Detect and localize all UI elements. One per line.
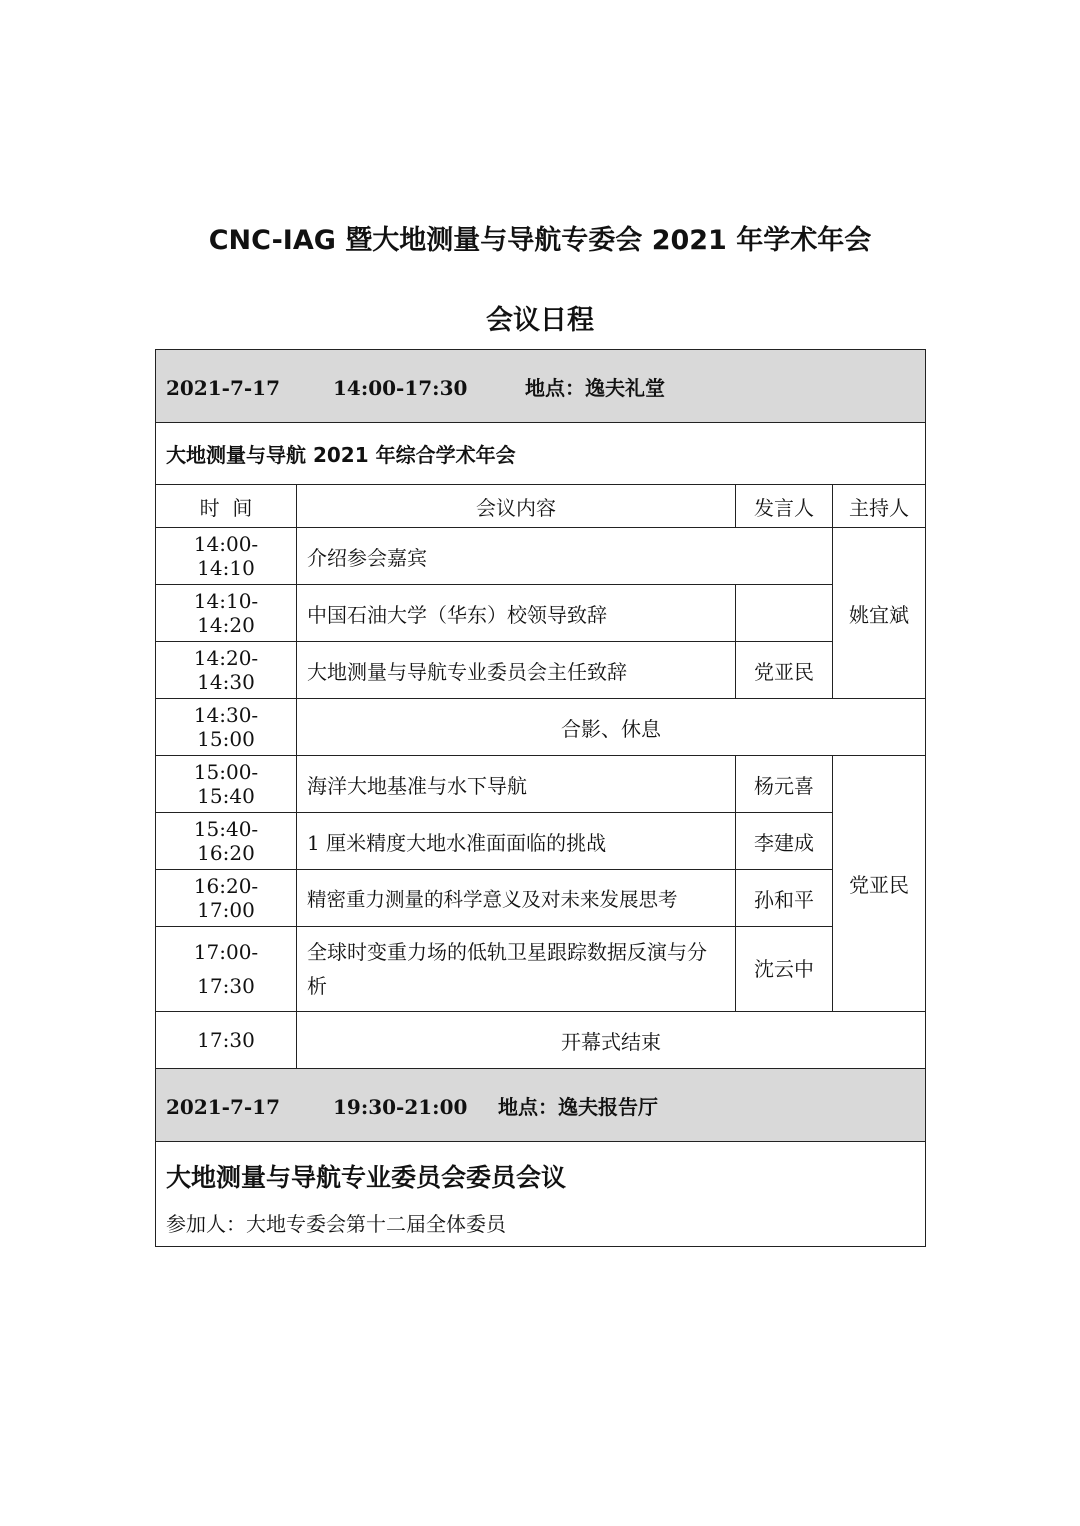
row-time: 14:00-14:10 [156,528,297,585]
row-content: 海洋大地基准与水下导航 [297,756,736,813]
session2-location: 地点：逸夫报告厅 [498,1094,658,1119]
table-row [156,528,926,585]
header-content: 会议内容 [297,485,736,528]
session2-band [156,1069,926,1142]
row-time: 17:30 [156,1012,297,1069]
row-time: 16:20-17:00 [156,870,297,927]
session1-time: 14:00-17:30 [333,375,468,400]
row-content: 介绍参会嘉宾 [297,528,833,585]
row-speaker [736,585,833,642]
row-time: 14:20-14:30 [156,642,297,699]
row-content: 合影、休息 [297,699,926,756]
page-subtitle: 会议日程 [486,305,594,336]
table-row [156,699,926,756]
session1-date: 2021-7-17 [166,375,281,400]
table-row [156,1012,926,1069]
session1-title-row [156,423,926,485]
session2-time: 19:30-21:00 [333,1094,468,1119]
row-content: 开幕式结束 [297,1012,926,1069]
row-time: 14:30-15:00 [156,699,297,756]
row-content: 1 厘米精度大地水准面面临的挑战 [297,813,736,870]
row-time: 15:00-15:40 [156,756,297,813]
session1-band [156,350,926,423]
row-content: 精密重力测量的科学意义及对未来发展思考 [297,870,736,927]
session1-location: 地点：逸夫礼堂 [525,375,665,400]
session2-name: 大地测量与导航专业委员会委员会议 [166,1162,567,1192]
row-host: 姚宜斌 [833,528,926,699]
row-time: 14:10-14:20 [156,585,297,642]
table-row [156,927,926,1012]
table-row [156,756,926,813]
page-title: CNC-IAG 暨大地测量与导航专委会 2021 年学术年会 [208,225,872,256]
row-speaker: 杨元喜 [736,756,833,813]
header-speaker: 发言人 [736,485,833,528]
row-content: 全球时变重力场的低轨卫星跟踪数据反演与分析 [297,927,736,1012]
session2-detail-row [156,1142,926,1247]
row-content: 中国石油大学（华东）校领导致辞 [297,585,736,642]
schedule-table [155,349,926,1247]
table-row [156,585,926,642]
row-speaker: 李建成 [736,813,833,870]
row-time: 15:40-16:20 [156,813,297,870]
table-header [156,485,926,528]
header-host: 主持人 [833,485,926,528]
row-speaker: 孙和平 [736,870,833,927]
row-host: 党亚民 [833,756,926,1012]
table-row [156,813,926,870]
row-speaker: 党亚民 [736,642,833,699]
session2-attendees: 参加人：大地专委会第十二届全体委员 [166,1211,506,1236]
header-time: 时 间 [156,485,297,528]
session1-name: 大地测量与导航 2021 年综合学术年会 [156,423,926,485]
row-speaker: 沈云中 [736,927,833,1012]
table-row [156,870,926,927]
session2-date: 2021-7-17 [166,1094,281,1119]
row-content: 大地测量与导航专业委员会主任致辞 [297,642,736,699]
row-time: 17:00-17:30 [156,927,297,1012]
table-row [156,642,926,699]
